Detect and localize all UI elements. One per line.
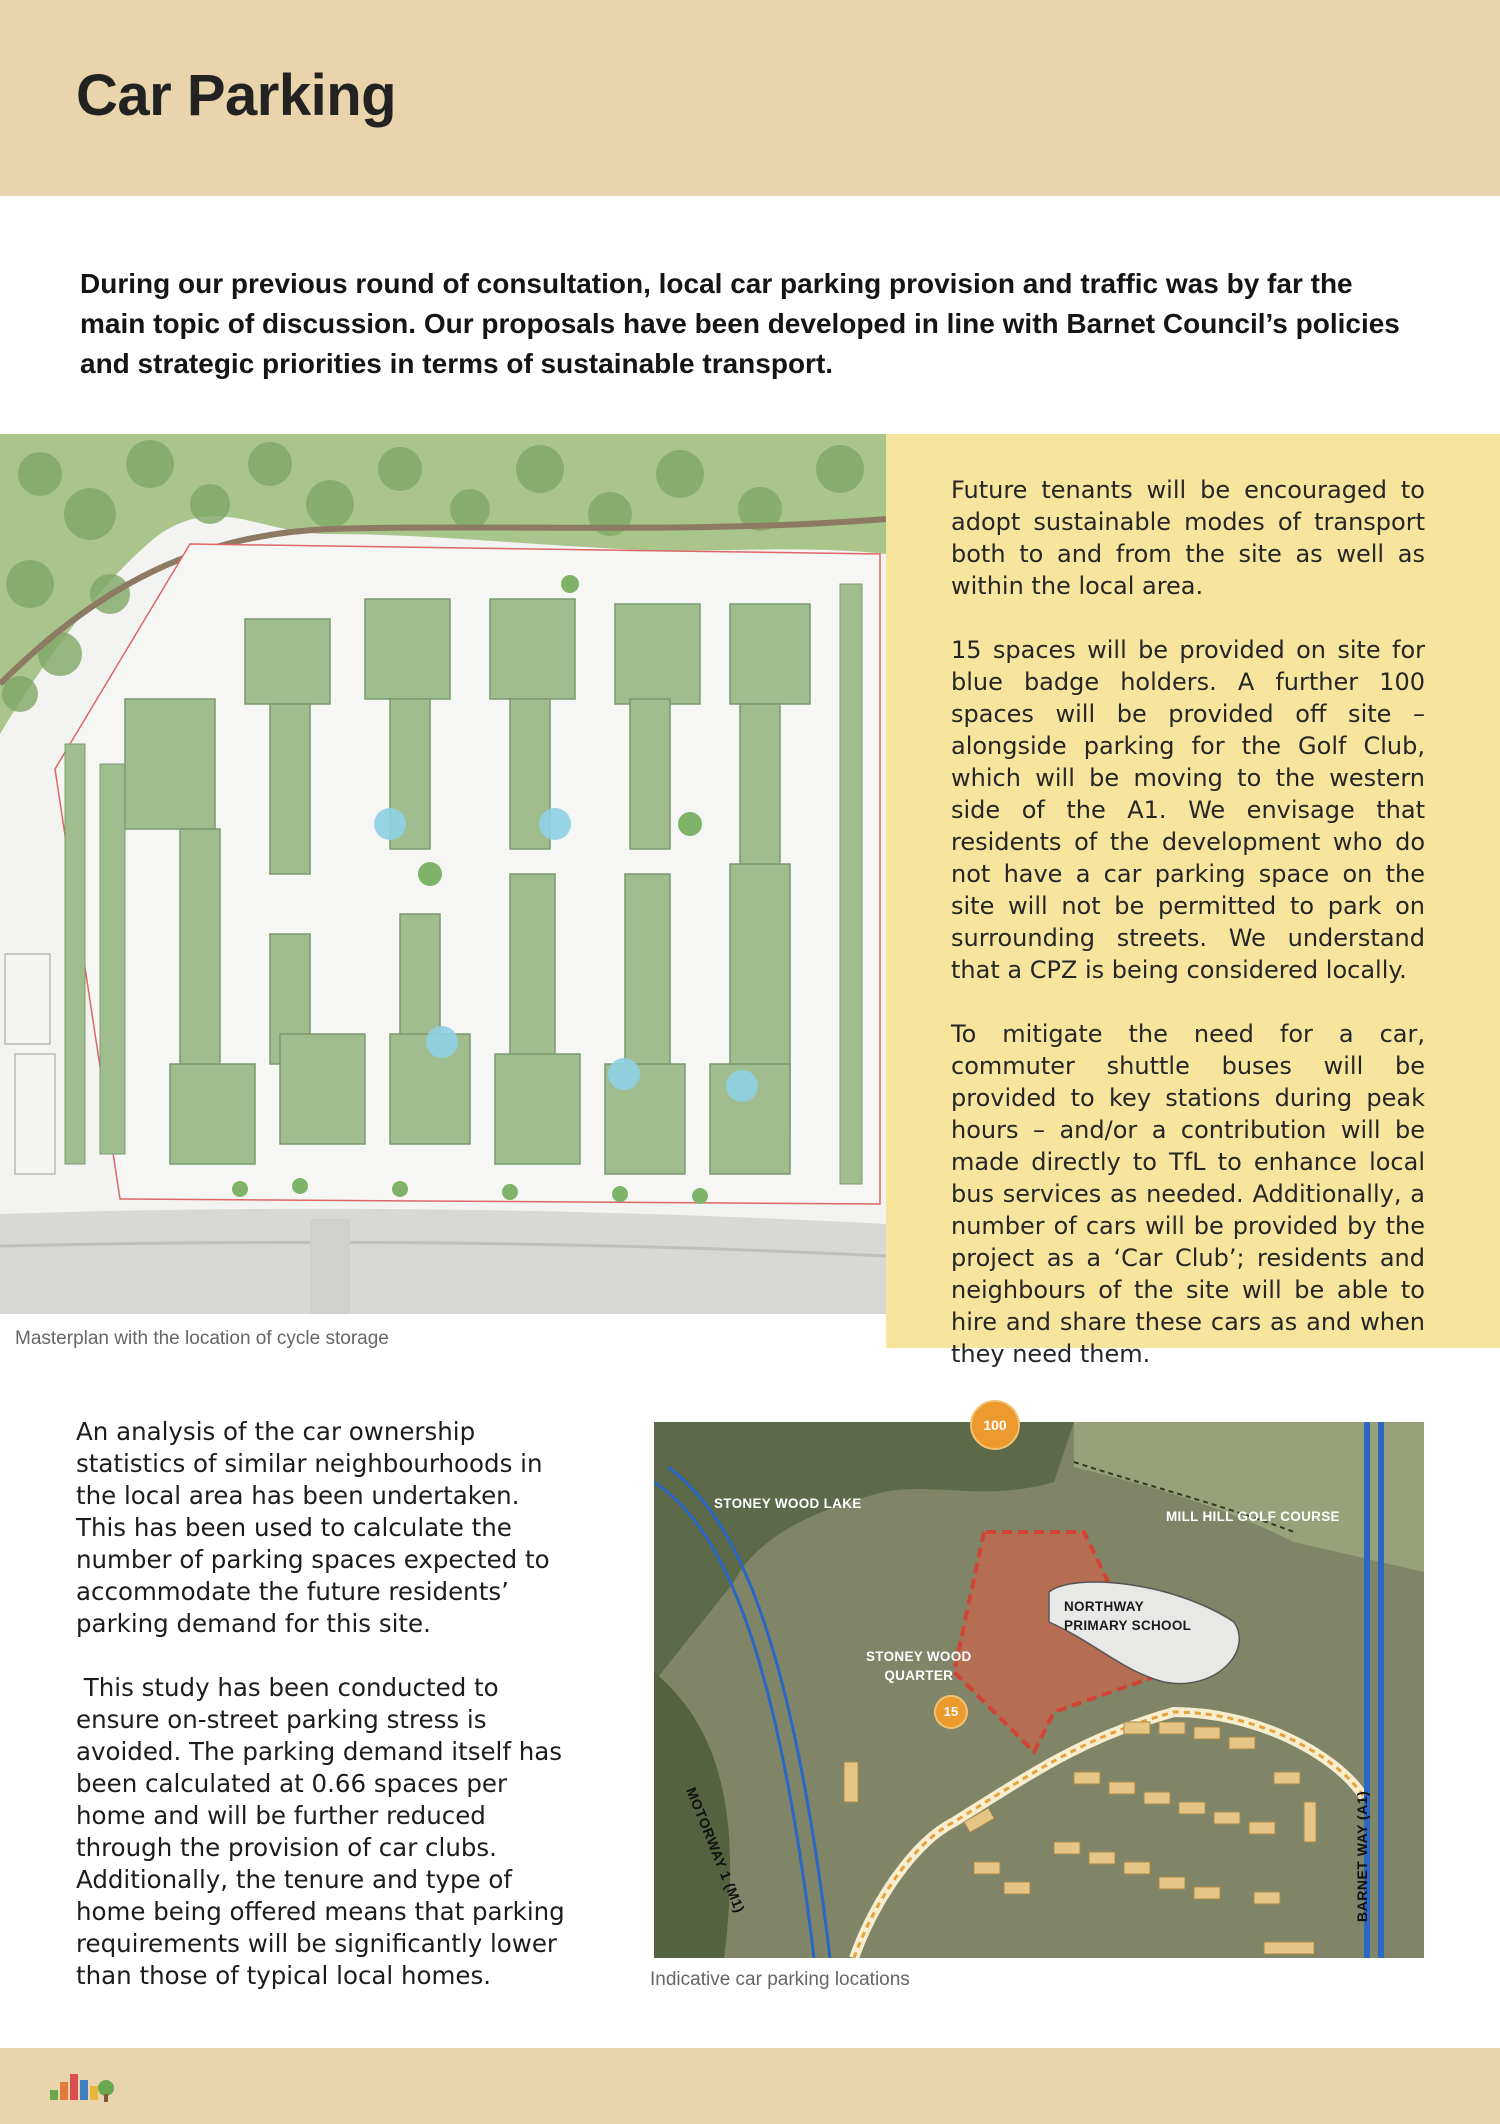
map-label-school: NORTHWAY PRIMARY SCHOOL xyxy=(1064,1599,1192,1633)
logo-icon xyxy=(50,2068,120,2104)
yellow-info-panel xyxy=(886,434,1500,1368)
map-label-a1: BARNET WAY (A1) xyxy=(1354,1790,1370,1922)
map-label-lake: STONEY WOOD LAKE xyxy=(714,1496,862,1511)
page-footer xyxy=(0,2048,1500,2124)
masterplan-caption: Masterplan with the location of cycle storage xyxy=(15,1328,389,1349)
map-caption: Indicative car parking locations xyxy=(650,1969,910,1990)
page-header xyxy=(0,0,1500,196)
aerial-map xyxy=(654,1417,1424,1958)
intro-text: During our previous round of consultation, local car parking provision and traffic was by far the main topic of discussion. Our proposals have been developed in line with Barnet Council’s policies and strategic priorities in terms of sustainable transport. xyxy=(80,268,1400,379)
panel-paragraph: 15 spaces will be provided on site for blue badge holders. A further 100 spaces will be provided off site – alongside parking for the Golf Club, which will be moving to the western side of the A1. We envisage that residents of the development who do not have a car parking space on the site will not be permitted to park on surrounding streets. We understand that a CPZ is being considered locally. xyxy=(951,636,1425,984)
map-label-golf-course: MILL HILL GOLF COURSE xyxy=(1166,1509,1340,1524)
page-title: Car Parking xyxy=(76,63,397,128)
map-label-m1: MOTORWAY 1 (M1) xyxy=(683,1785,749,1916)
map-label-site: STONEY WOOD QUARTER xyxy=(866,1649,972,1683)
onsite-parking-marker: 15 xyxy=(934,1695,968,1729)
offsite-parking-marker: 100 xyxy=(970,1400,1020,1450)
panel-paragraph: To mitigate the need for a car, commuter shuttle buses will be provided to key stations during peak hours – and/or a contribution will be made directly to TfL to enhance local bus services as needed. Additionally, a number of cars will be provided by the project as a ‘Car Club’; residents and neighbours of the site will be able to hire and share these cars as and when they need them. xyxy=(951,1020,1425,1368)
masterplan-image xyxy=(0,434,886,1314)
analysis-text xyxy=(76,1416,573,2024)
analysis-paragraph: An analysis of the car ownership statistics of similar neighbourhoods in the local area has been undertaken. This has been used to calculate the number of parking spaces expected to accommodate the future residents’ parking demand for this site. xyxy=(76,1417,550,1638)
analysis-paragraph: This study has been conducted to ensure on-street parking stress is avoided. The parking demand itself has been calculated at 0.66 spaces per home and will be further reduced through the provision of car clubs. Additionally, the tenure and type of home being offered means that parking requirements will be significantly lower than those of typical local homes. xyxy=(76,1673,573,1990)
panel-paragraph: Future tenants will be encouraged to adopt sustainable modes of transport both to and from the site as well as within the local area. xyxy=(951,476,1425,600)
